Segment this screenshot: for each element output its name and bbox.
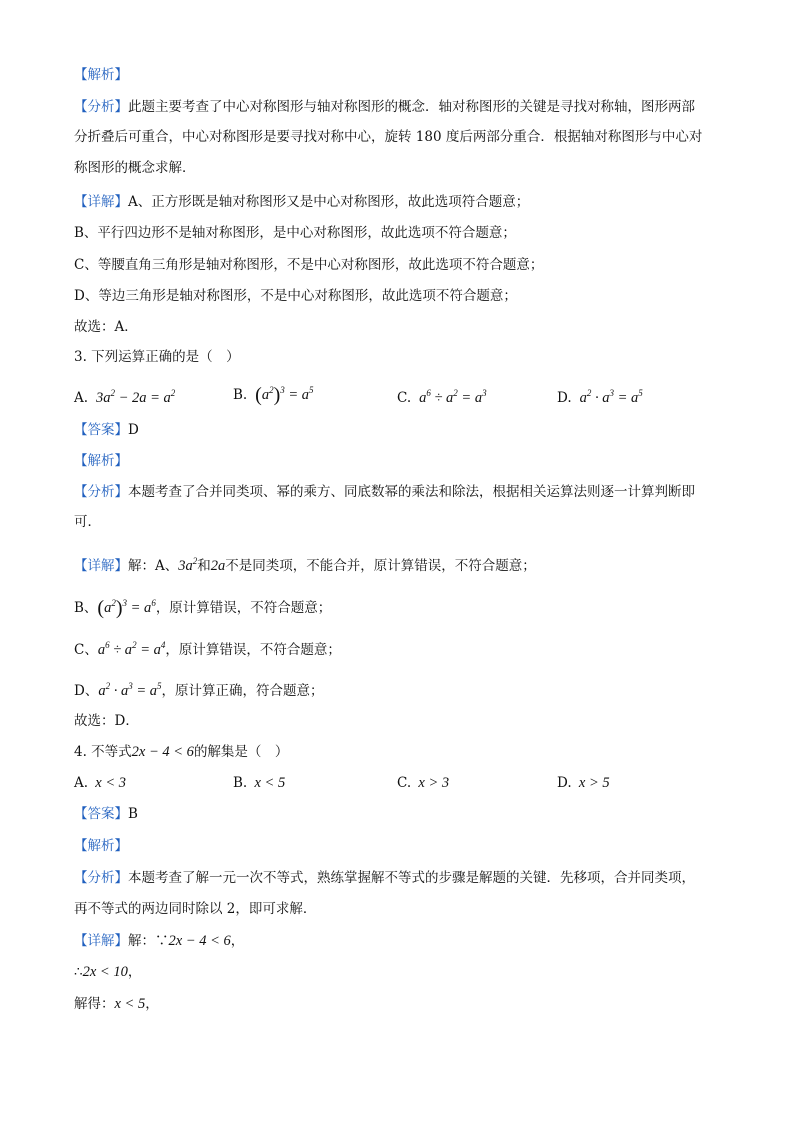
q4-stem: 4. 不等式2x − 4 < 6的解集是（ ） <box>74 744 289 760</box>
detail-tag: 【详解】 <box>74 933 128 949</box>
q3-stem: 3. 下列运算正确的是（ ） <box>74 349 240 365</box>
option-label: D. <box>557 390 572 406</box>
q4-detail-line-1: 【详解】解：∵2x − 4 < 6， <box>74 933 245 949</box>
q2-detail-line-1 <box>74 193 529 211</box>
q4-jiexi-heading: 【解析】 <box>74 838 128 854</box>
q3-analysis-line-1 <box>74 483 695 501</box>
stem-prefix: 4. 不等式 <box>74 744 132 760</box>
q3-analysis-line-2: 可． <box>74 514 101 530</box>
detail-suffix: ，原计算正确，符合题意； <box>161 683 324 699</box>
analysis-text: 此题主要考查了中心对称图形与轴对称图形的概念．轴对称图形的关键是寻找对称轴，图形两部 <box>128 99 695 115</box>
q3-jiexi-heading: 【解析】 <box>74 453 128 469</box>
q4-option-d: D. x > 5 <box>557 775 610 791</box>
q3-answer <box>74 421 139 439</box>
q4-detail-line-2: ∴2x < 10， <box>74 964 142 980</box>
q3-option-a: A. $3a^2 - 2a = a^2$ <box>74 388 176 406</box>
detail-suffix: ， <box>145 996 159 1012</box>
section-jiexi-heading: 【解析】 <box>74 67 128 83</box>
q3-detail-a: 【详解】解：A、$3a^2$和2a不是同类项，不能合并，原计算错误，不符合题意； <box>74 556 536 574</box>
q4-option-a: A. x < 3 <box>74 775 127 791</box>
q3-option-b: B. $(a^2)^3 = a^5$ <box>233 384 314 406</box>
q3-option-c: C. $a^6 \div a^2 = a^3$ <box>397 388 487 406</box>
q2-analysis-line-2: 分折叠后可重合，中心对称图形是要寻找对称中心，旋转 180 度后两部分重合．根据轴对称图形与中心对 <box>74 129 703 145</box>
q4-option-b: B. x < 5 <box>233 775 286 791</box>
option-label: A. <box>74 775 89 791</box>
q3-option-d: D. $a^2 \cdot a^3 = a^5$ <box>557 388 643 406</box>
detail-suffix: ，原计算错误，不符合题意； <box>155 600 332 616</box>
detail-prefix: 解：A、 <box>128 558 179 574</box>
option-label: D. <box>557 775 572 791</box>
detail-prefix: C、 <box>74 642 98 658</box>
q4-detail-line-3: 解得：x < 5， <box>74 996 159 1012</box>
option-label: A. <box>74 390 89 406</box>
detail-prefix: ∴ <box>74 964 83 980</box>
analysis-tag: 【分析】 <box>74 484 128 500</box>
answer-value: D <box>128 422 139 438</box>
q4-analysis-line-1 <box>74 869 695 887</box>
q4-answer <box>74 805 138 823</box>
analysis-text: 本题考查了合并同类项、幂的乘方、同底数幂的乘法和除法，根据相关运算法则逐一计算判断即 <box>128 484 695 500</box>
option-label: B. <box>233 775 248 791</box>
detail-prefix: D、 <box>74 683 99 699</box>
detail-prefix: B、 <box>74 600 98 616</box>
detail-and: 和 <box>197 558 211 574</box>
answer-tag: 【答案】 <box>74 806 128 822</box>
q4-analysis-line-2: 再不等式的两边同时除以 2，即可求解． <box>74 901 317 917</box>
q3-detail-d: D、$a^2 \cdot a^3 = a^5$，原计算正确，符合题意； <box>74 681 324 699</box>
answer-tag: 【答案】 <box>74 422 128 438</box>
detail-tag: 【详解】 <box>74 558 128 574</box>
detail-prefix: 解：∵ <box>128 933 169 949</box>
detail-suffix: ，原计算错误，不符合题意； <box>165 642 341 658</box>
stem-suffix: 的解集是（ ） <box>193 744 289 760</box>
option-label: C. <box>397 390 412 406</box>
detail-suffix: ， <box>230 933 245 949</box>
q2-detail-line-3: C、等腰直角三角形是轴对称图形，不是中心对称图形，故此选项不符合题意； <box>74 257 544 273</box>
detail-suffix: ， <box>127 964 142 980</box>
detail-suffix: 不是同类项，不能合并，原计算错误，不符合题意； <box>225 558 536 574</box>
q2-choice: 故选：A． <box>74 319 138 335</box>
detail-tag: 【详解】 <box>74 194 128 210</box>
analysis-text: 本题考查了解一元一次不等式，熟练掌握解不等式的步骤是解题的关键．先移项，合并同类项， <box>128 870 695 886</box>
q3-choice: 故选：D． <box>74 713 139 729</box>
q2-detail-line-2: B、平行四边形不是轴对称图形，是中心对称图形，故此选项不符合题意； <box>74 225 516 241</box>
detail-text: A、正方形既是轴对称图形又是中心对称图形，故此选项符合题意； <box>128 194 530 210</box>
q3-detail-c: C、$a^6 \div a^2 = a^4$，原计算错误，不符合题意； <box>74 640 341 658</box>
analysis-tag: 【分析】 <box>74 99 128 115</box>
q2-detail-line-4: D、等边三角形是轴对称图形，不是中心对称图形，故此选项不符合题意； <box>74 288 517 304</box>
answer-value: B <box>128 806 138 822</box>
option-label: B. <box>233 387 248 403</box>
q3-detail-b: B、$(a^2)^3 = a^6$，原计算错误，不符合题意； <box>74 597 332 619</box>
analysis-tag: 【分析】 <box>74 870 128 886</box>
q2-analysis-line-1 <box>74 98 695 116</box>
detail-prefix: 解得： <box>74 996 115 1012</box>
q2-analysis-line-3: 称图形的概念求解． <box>74 160 196 176</box>
option-label: C. <box>397 775 412 791</box>
q4-option-c: C. x > 3 <box>397 775 450 791</box>
